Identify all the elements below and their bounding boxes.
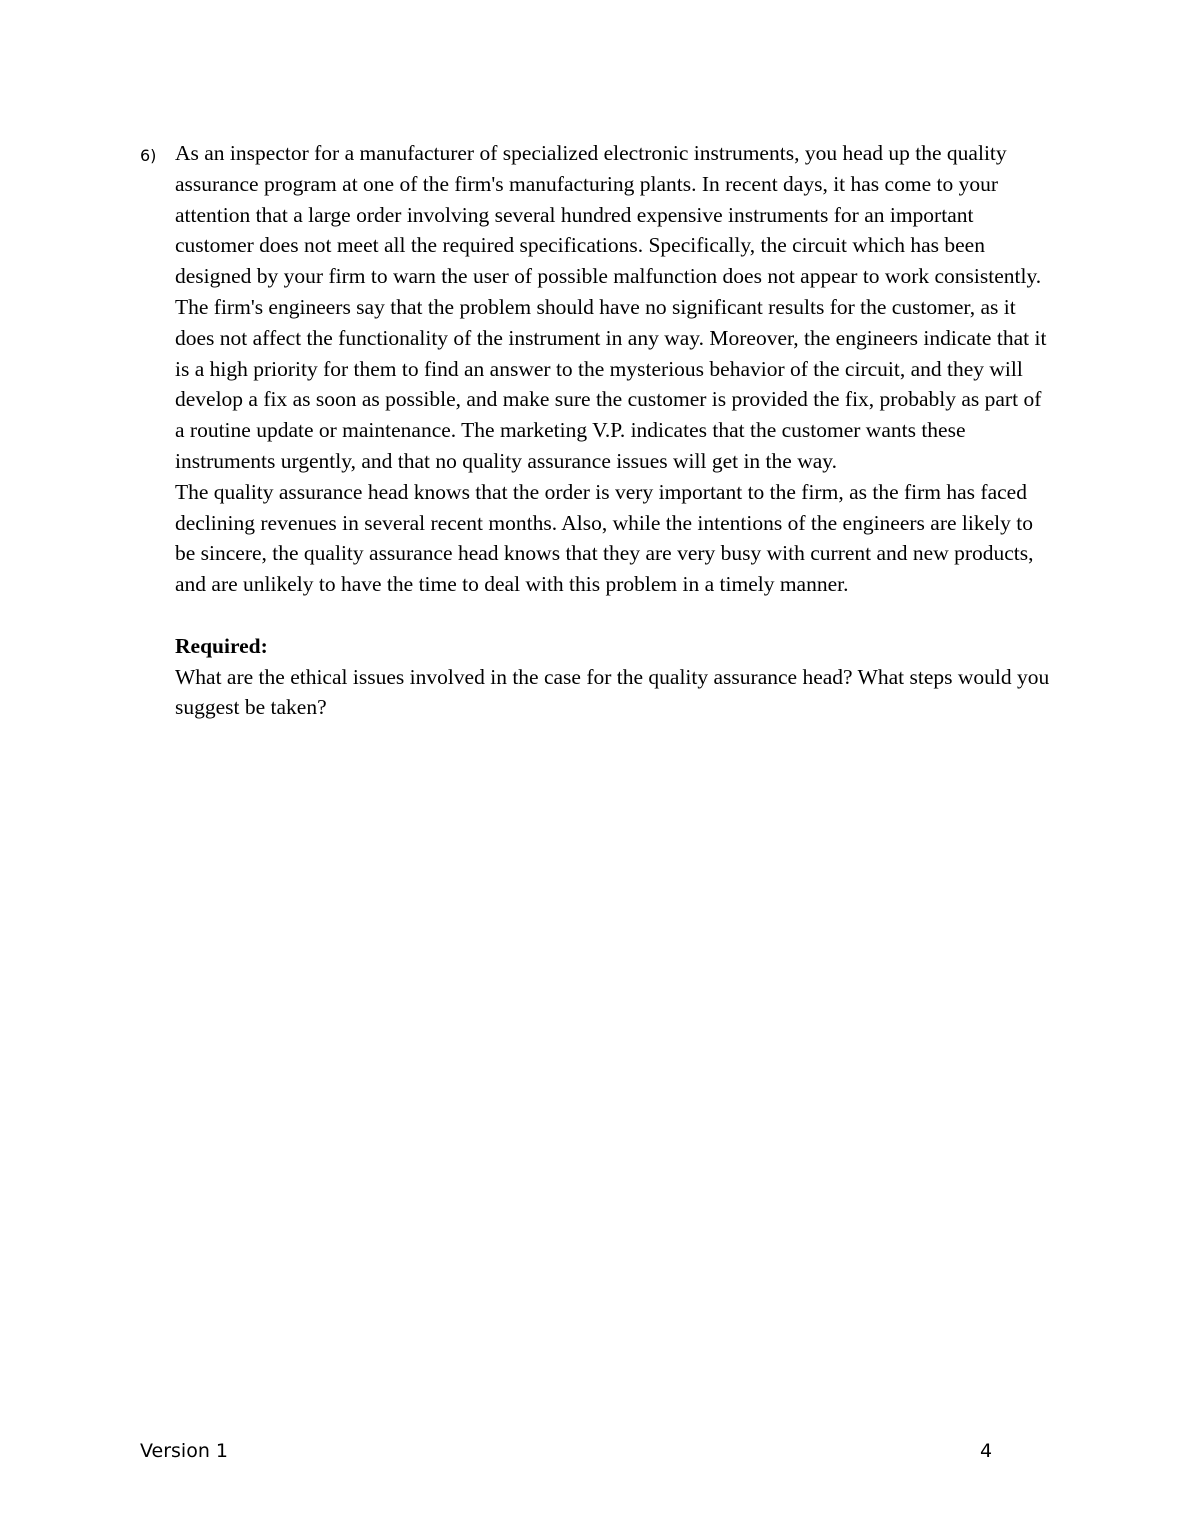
question-number: 6) bbox=[140, 146, 157, 165]
required-heading: Required: bbox=[175, 633, 268, 658]
required-text: What are the ethical issues involved in the case for the quality assurance head? What steps would you suggest be taken? bbox=[175, 664, 1050, 720]
footer-page-number: 4 bbox=[980, 1440, 993, 1462]
question-paragraph-2: The quality assurance head knows that the order is very important to the firm, as the firm has faced declining revenues in several recent months. Also, while the intentions of the engineers are likely to be sincere, the quality assurance head knows that they are very busy with current and new products, and are unlikely to have the time to deal with this problem in a timely manner. bbox=[175, 479, 1034, 597]
footer-version: Version 1 bbox=[140, 1440, 228, 1462]
question-body bbox=[175, 138, 1055, 723]
question-paragraph-1: As an inspector for a manufacturer of specialized electronic instruments, you head up the quality assurance program at one of the firm's manufacturing plants. In recent days, it has come to your attention that a large order involving several hundred expensive instruments for an important customer does not meet all the required specifications. Specifically, the circuit which has been designed by your firm to warn the user of possible malfunction does not appear to work consistently. The firm's engineers say that the problem should have no significant results for the customer, as it does not affect the functionality of the instrument in any way. Moreover, the engineers indicate that it is a high priority for them to find an answer to the mysterious behavior of the circuit, and they will develop a fix as soon as possible, and make sure the customer is provided the fix, probably as part of a routine update or maintenance. The marketing V.P. indicates that the customer wants these instruments urgently, and that no quality assurance issues will get in the way. bbox=[175, 141, 1047, 473]
question-block bbox=[140, 138, 1055, 723]
